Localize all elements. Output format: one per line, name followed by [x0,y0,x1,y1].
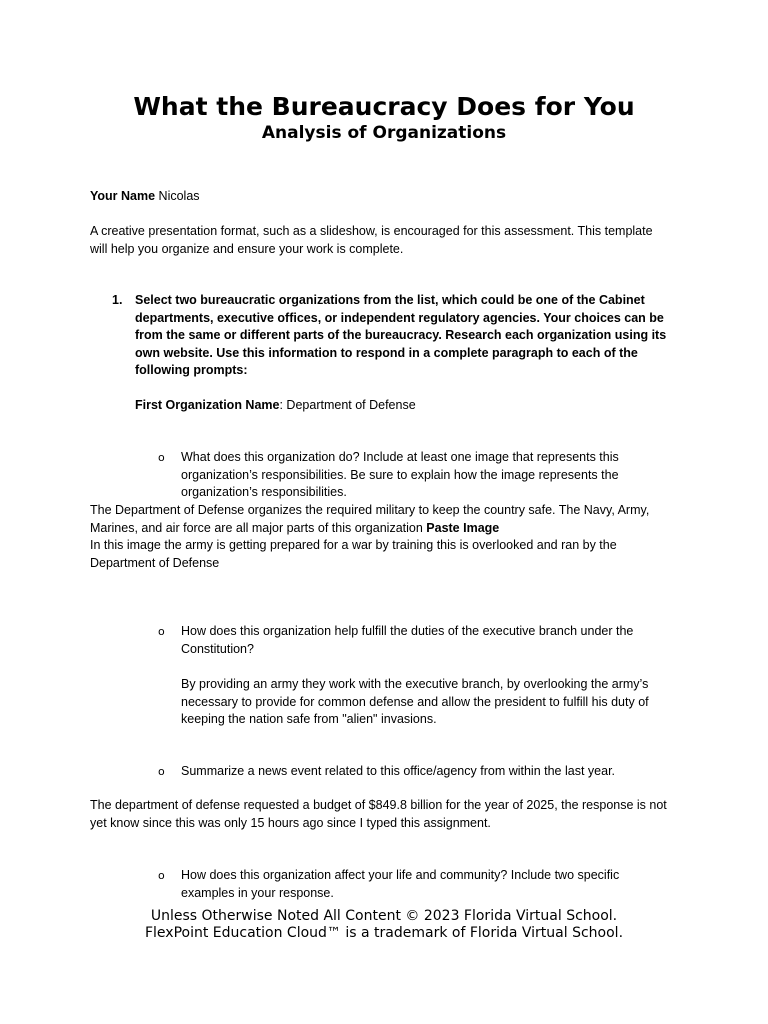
answer-text: The Department of Defense organizes the required military to keep the country safe. The Navy, Army, Marines, and air force are all major parts of this organization [90,503,650,535]
item-answer: By providing an army they work with the executive branch, by overlooking the army’s necessary to provide for common defense and allow the president to fulfill his duty of keeping the nation safe from "alien" invasions. [181,677,649,726]
page-subtitle: Analysis of Organizations [261,123,507,143]
item-prompt: How does this organization affect your life and community? Include two specific examples in your response. [181,868,620,900]
item-prompt: Summarize a news event related to this office/agency from within the last year. [181,764,616,778]
bullet-icon: o [158,451,165,464]
question-number: 1. [112,293,123,307]
first-organization-label: First Organization Name [135,398,280,412]
question-prompt: Select two bureaucratic organizations from the list, which could be one of the Cabinet departments, executive offices, or independent regulatory agencies. Your choices can be from the same or different parts of the bureaucracy. Research each organization using its own website. Use this information to respond in a complete paragraph to each of the following prompts: [135,293,667,377]
bullet-icon: o [158,765,165,778]
footer-line-1: Unless Otherwise Noted All Content © 2023 Florida Virtual School. [150,908,618,924]
bullet-icon: o [158,869,165,882]
item-answer: The department of defense requested a budget of $849.8 billion for the year of 2025, the response is not yet know since this was only 15 hours ago since I typed this assignment. [90,798,667,830]
item-prompt: How does this organization help fulfill the duties of the executive branch under the Constitution? [181,624,634,656]
footer-line-2: FlexPoint Education Cloud™ is a trademark of Florida Virtual School. [144,925,624,941]
bullet-icon: o [158,625,165,638]
item-prompt: What does this organization do? Include at least one image that represents this organization’s responsibilities. Be sure to explain how the image represents the organization’s responsibilities. [181,450,619,499]
item-answer-continued: In this image the army is getting prepared for a war by training this is overlooked and ran by the Department of Defense [90,538,617,570]
first-organization-line [135,397,683,415]
first-organization-value: : Department of Defense [279,398,416,412]
name-label: Your Name [90,189,156,203]
page-title: What the Bureaucracy Does for You [133,92,635,121]
name-line [90,188,690,206]
name-value: Nicolas [155,189,200,203]
item-answer [90,502,682,537]
copyright-footer [0,908,768,942]
paste-image-placeholder: Paste Image [426,520,500,535]
intro-paragraph: A creative presentation format, such as a slideshow, is encouraged for this assessment. This template will help you organize and ensure your work is complete. [90,224,653,256]
